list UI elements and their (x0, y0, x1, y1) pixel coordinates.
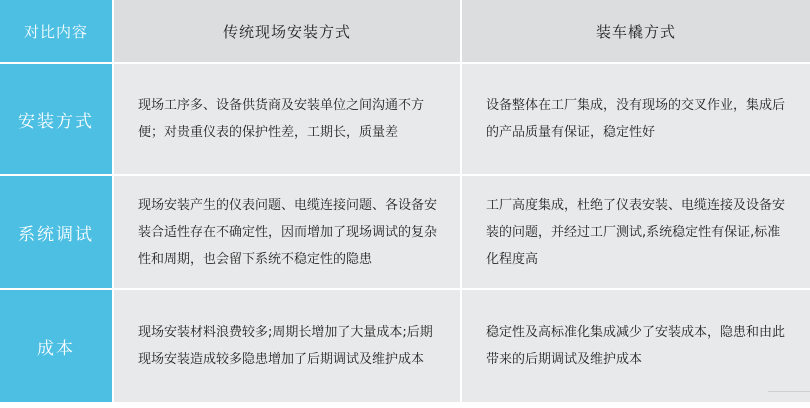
row-label-cost (0, 290, 112, 402)
row-cost-traditional (114, 290, 460, 402)
row-debug-skid (462, 176, 810, 288)
header-skid-text: 装车橇方式 (595, 22, 676, 41)
cell-text: 工厂高度集成，杜绝了仪表安装、电缆连接及设备安装的问题，并经过工厂测试,系统稳定性有保证,标准化程度高 (486, 197, 786, 267)
header-label-text: 对比内容 (23, 22, 88, 41)
cell-text: 现场安装产生的仪表问题、电缆连接问题、各设备安装合适性存在不确定性，因而增加了现场调试的复杂性和周期，也会留下系统不稳定性的隐患 (138, 197, 438, 267)
row-debug-traditional (114, 176, 460, 288)
cell-text: 现场工序多、设备供货商及安装单位之间沟通不方便；对贵重仪表的保护性差，工期长，质量差 (138, 98, 425, 140)
row-install-traditional (114, 64, 460, 174)
corner-divider (768, 391, 810, 392)
row-cost-skid (462, 290, 810, 402)
row-label-system-debug (0, 176, 112, 288)
row-label-text: 成本 (37, 338, 75, 359)
row-label-text: 安装方式 (18, 111, 94, 132)
row-label-install-method (0, 64, 112, 174)
cell-text: 稳定性及高标准化集成减少了安装成本，隐患和由此带来的后期调试及维护成本 (486, 325, 786, 367)
header-label-cell (0, 0, 112, 62)
header-skid-cell (462, 0, 810, 62)
row-install-skid (462, 64, 810, 174)
row-label-text: 系统调试 (18, 224, 94, 245)
header-traditional-cell (114, 0, 460, 62)
header-traditional-text: 传统现场安装方式 (222, 22, 351, 41)
cell-text: 设备整体在工厂集成，没有现场的交叉作业，集成后的产品质量有保证，稳定性好 (486, 98, 786, 140)
cell-text: 现场安装材料浪费较多;周期长增加了大量成本;后期现场安装造成较多隐患增加了后期调试及维护成本 (138, 325, 433, 367)
